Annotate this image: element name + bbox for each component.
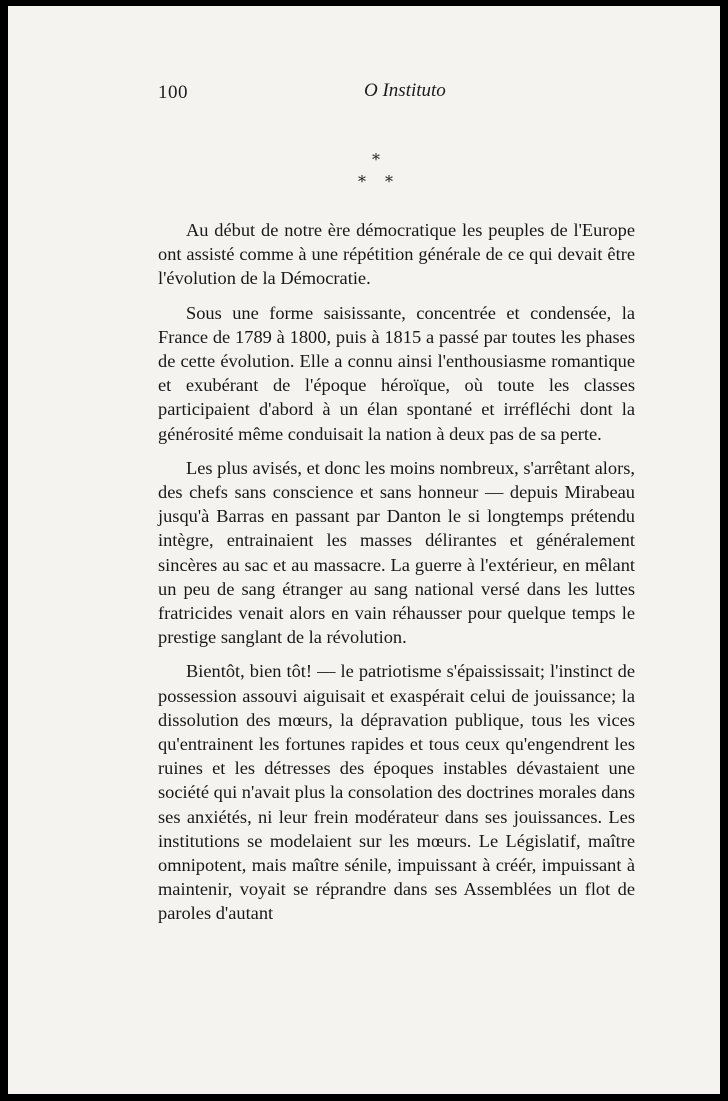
asterism-star-icon: * — [358, 172, 366, 191]
book-page — [8, 6, 720, 1094]
page-header — [158, 78, 638, 108]
asterism-star-icon: * — [385, 172, 393, 191]
paragraph: Sous une forme saisissante, concentrée et condensée, la France de 1789 à 1800, puis à 1815 a passé par toutes les phases de cette évolution. Elle a connu ainsi l'enthousiasme romantique et exubérant de l'époque héroïque, où toute les classes participaient d'abord à un élan spontané et irréfléchi dont la générosité même conduisait la nation à deux pas de sa perte. — [158, 302, 635, 444]
section-break-asterism — [358, 150, 398, 194]
running-title: O Instituto — [364, 80, 446, 101]
paragraph: Bientôt, bien tôt! — le patriotisme s'épaississait; l'instinct de possession assouvi aiguisait et exaspérait celui de jouissance; la dissolution des mœurs, la dépravation publique, tous les vices qu'entrainent les fortunes rapides et tous ceux qu'engendrent les ruines et les détresses des époques instables dévastaient une société qui n'avait plus la consolation des doctrines morales dans ses anxiétés, ni leur frein modérateur dans ses jouissances. Les institutions se modelaient sur les mœurs. Le Législatif, maître omnipotent, mais maître sénile, impuissant à créér, impuissant à maintenir, voyait se réprandre dans ses Assemblées un flot de paroles d'autant — [158, 661, 635, 924]
paragraph: Les plus avisés, et donc les moins nombreux, s'arrêtant alors, des chefs sans conscience et sans honneur — depuis Mirabeau jusqu'à Barras en passant par Danton le si longtemps prétendu intègre, entrainaient les masses délirantes et généralement sincères au sac et au massacre. La guerre à l'extérieur, en mêlant un peu de sang étranger au sang national versé dans les luttes fratricides venait alors en vain réhausser pour quelque temps le prestige sanglant de la révolution. — [158, 457, 635, 648]
asterism-star-icon: * — [372, 150, 380, 169]
paragraph: Au début de notre ère démocratique les peuples de l'Europe ont assisté comme à une répétition générale de ce qui devait être l'évolution de la Démocratie. — [158, 220, 635, 289]
page-number: 100 — [158, 82, 188, 103]
body-text — [158, 218, 635, 936]
